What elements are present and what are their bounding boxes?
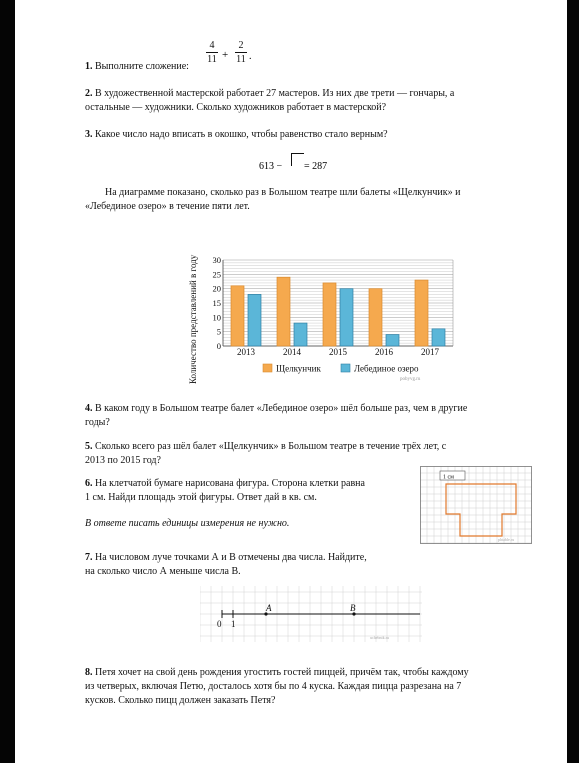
chart-y-tick-label: 0 [216, 341, 221, 351]
bar-chart [175, 228, 465, 388]
chart-bar [432, 329, 445, 346]
task-1 [85, 60, 189, 74]
task-6-line-1: На клетчатой бумаге нарисована фигура. Сторона клетки равна [95, 478, 365, 489]
task-8-number: 8. [85, 667, 93, 678]
equation-left: 613 − [259, 161, 283, 172]
task-5-number: 5. [85, 441, 93, 452]
grid-shape [446, 484, 516, 536]
fraction-a-numerator: 4 [209, 40, 215, 51]
chart-legend-swatch [341, 364, 350, 372]
chart-bar [323, 283, 336, 346]
task-5 [85, 440, 446, 468]
task-2-line-1: В художественной мастерской работает 27 мастеров. Из них две трети — гончары, а [95, 88, 455, 99]
chart-bar [294, 323, 307, 346]
chart-y-tick-label: 10 [212, 312, 221, 323]
chart-bar [340, 289, 353, 346]
chart-y-tick-label: 20 [212, 283, 221, 294]
chart-bar [386, 335, 399, 346]
chart-legend-label: Лебединое озеро [354, 363, 419, 374]
chart-y-tick-label: 5 [216, 326, 221, 337]
diagram-intro-line-1: На диаграмме показано, сколько раз в Большом театре шли балеты «Щелкунчик» и [105, 187, 461, 198]
answer-box [291, 153, 304, 166]
task-5-line-2: 2013 по 2015 год? [85, 455, 161, 466]
task-8-line-2: из четверых, включая Петю, досталось хотя бы по 4 куска. Каждая пицца разрезана на 7 [85, 681, 462, 692]
chart-bar [415, 280, 428, 346]
task-4-line-2: годы? [85, 417, 110, 428]
point-b-label: В [350, 603, 356, 613]
task-5-line-1: Сколько всего раз шёл балет «Щелкунчик» в Большом театре в течение трёх лет, с [95, 441, 447, 452]
task-4-number: 4. [85, 403, 93, 414]
task-2-line-2: остальные — художники. Сколько художников работает в мастерской? [85, 102, 387, 113]
worksheet-page [15, 0, 567, 763]
chart-x-tick-label: 2013 [237, 347, 255, 357]
task-8 [85, 666, 469, 708]
task-2 [85, 87, 454, 115]
chart-y-tick-label: 30 [212, 255, 221, 265]
diagram-intro-line-2: «Лебединое озеро» в течение пяти лет. [85, 201, 250, 212]
chart-bar [248, 294, 261, 346]
fraction-b-denominator: 11 [236, 54, 246, 65]
task-1-number: 1. [85, 61, 93, 72]
task-1-period: . [249, 51, 252, 62]
task-7-line-1: На числовом луче точками А и В отмечены два числа. Найдите, [95, 552, 367, 563]
task-4 [85, 402, 467, 430]
fraction-a-denominator: 11 [207, 54, 217, 65]
point-a-label: А [266, 603, 272, 613]
diagram-intro [85, 186, 460, 214]
fraction-b-numerator: 2 [238, 40, 244, 51]
task-6-line-2: 1 см. Найди площадь этой фигуры. Ответ дай в кв. см. [85, 492, 317, 503]
chart-bar [369, 289, 382, 346]
task-8-line-3: кусков. Сколько пицц должен заказать Петя? [85, 695, 276, 706]
task-7-line-2: на сколько число А меньше числа В. [85, 566, 241, 577]
chart-legend-swatch [263, 364, 272, 372]
chart-y-axis-label: Количество представлений в году [188, 254, 198, 384]
fraction-a [206, 40, 218, 65]
task-1-text: Выполните сложение: [95, 61, 189, 72]
chart-legend-label: Щелкунчик [276, 363, 321, 374]
grid-figure [420, 466, 532, 544]
chart-watermark: pobyvg.ru [400, 377, 421, 382]
task-3-text: Какое число надо вписать в окошко, чтобы равенство стало верным? [95, 129, 388, 140]
fraction-b [235, 40, 247, 65]
chart-y-tick-label: 15 [212, 298, 221, 308]
grid-watermark: phtable.ru [498, 537, 515, 542]
task-3-number: 3. [85, 129, 93, 140]
task-6 [85, 477, 365, 505]
equation-right: = 287 [304, 161, 328, 172]
task-3 [85, 128, 388, 142]
chart-bar [231, 286, 244, 346]
number-line-one-label: 1 [231, 619, 236, 629]
plus-sign: + [222, 49, 229, 61]
number-line-zero-label: 0 [217, 619, 222, 629]
grid-scale-label: 1 см [443, 474, 454, 481]
number-line [200, 586, 422, 642]
chart-x-tick-label: 2016 [375, 347, 393, 357]
chart-y-tick-label: 25 [212, 269, 221, 280]
task-7-number: 7. [85, 552, 93, 563]
task-4-line-1: В каком году в Большом театре балет «Лебединое озеро» шёл больше раз, чем в другие [95, 403, 468, 414]
task-6-note: В ответе писать единицы измерения не нужно. [85, 518, 290, 529]
task-6-number: 6. [85, 478, 93, 489]
chart-x-tick-label: 2017 [421, 347, 439, 357]
chart-x-tick-label: 2014 [283, 347, 301, 357]
chart-bar [277, 277, 290, 346]
chart-x-tick-label: 2015 [329, 347, 347, 357]
task-2-number: 2. [85, 88, 93, 99]
number-line-watermark: uchebnik.ru [370, 635, 389, 640]
task-7 [85, 551, 367, 579]
task-8-line-1: Петя хочет на свой день рождения угостить гостей пиццей, причём так, чтобы каждому [95, 667, 469, 678]
